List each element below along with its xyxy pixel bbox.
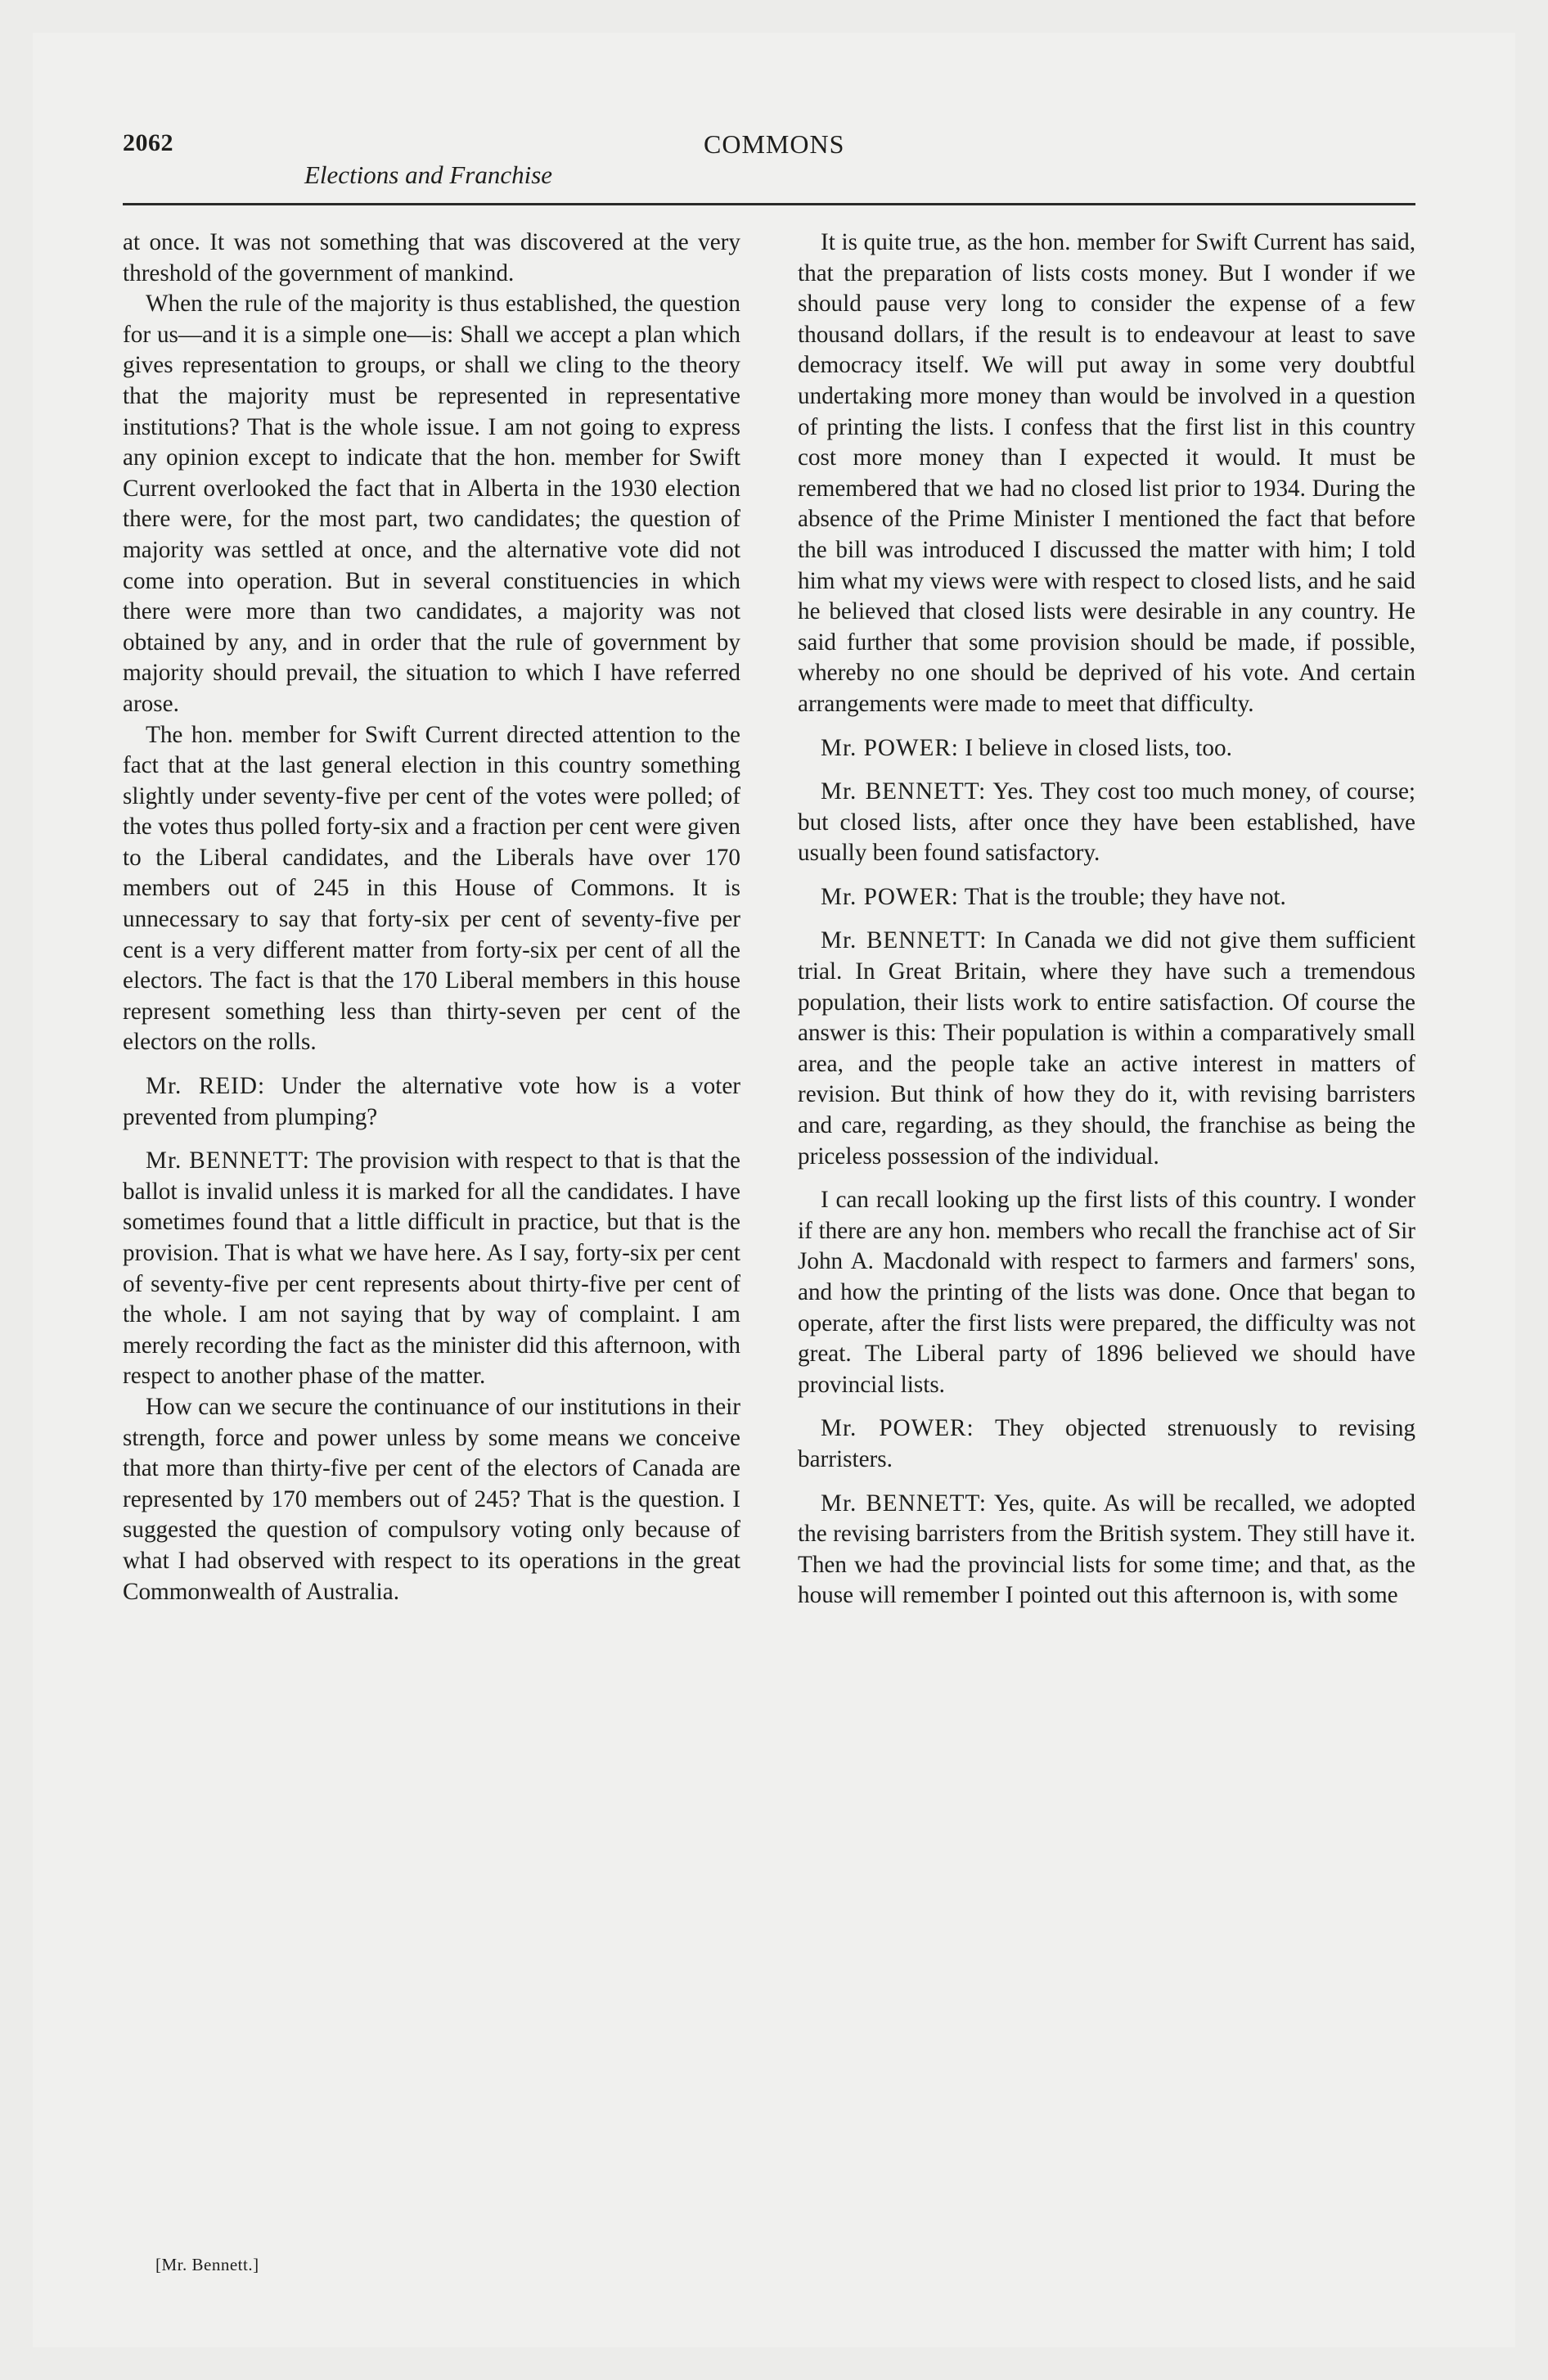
- page-header: [123, 123, 1415, 213]
- page-number: 2062: [123, 129, 173, 156]
- speech-bennett-4: [798, 1489, 1415, 1611]
- left-paragraph-1: at once. It was not something that was discovered at the very threshold of the government of mankind.: [123, 229, 740, 286]
- speech-power-2: [798, 882, 1415, 913]
- speaker-name: Mr. POWER:: [821, 1415, 974, 1442]
- speech-bennett-3: [798, 926, 1415, 1172]
- left-paragraph-4: How can we secure the continuance of our institutions in their strength, force and power unless by some means we conceive that more than thirty-five per cent of the electors of Canada are represented by 170 members out of 245? That is the question. I suggested the question of compulsory voting only because of what I had observed with respect to its operations in the great Commonwealth of Australia.: [123, 1393, 740, 1605]
- speaker-name: Mr. POWER:: [821, 883, 959, 910]
- speaker-name: Mr. BENNETT:: [821, 1490, 987, 1517]
- left-paragraph-3: The hon. member for Swift Current directed attention to the fact that at the last general election in this country something slightly under seventy-five per cent of the votes were polled; of the votes thus polled forty-six and a fraction per cent were given to the Liberal candidates, and the Liberals have over 170 members out of 245 in this House of Commons. It is unnecessary to say that forty-six per cent of seventy-five per cent is a very different matter from forty-six per cent of all the electors. The fact is that the 170 Liberal members in this house represent something less than thirty-seven per cent of the electors on the rolls.: [123, 721, 740, 1056]
- speech-bennett-1: [123, 1146, 740, 1392]
- speaker-name: Mr. BENNETT:: [821, 927, 988, 954]
- speech-power-3: [798, 1413, 1415, 1475]
- house-title: COMMONS: [704, 129, 845, 159]
- speech-power-1: [798, 733, 1415, 764]
- speaker-footnote: [Mr. Bennett.]: [155, 2255, 259, 2274]
- speech-bennett-2: [798, 777, 1415, 869]
- left-paragraph-2: When the rule of the majority is thus established, the question for us—and it is a simple one—is: Shall we accept a plan which gives representation to groups, or shall we cling to the theory that the majority must be represented in representative institutions? That is the whole issue. I am not going to express any opinion except to indicate that the hon. member for Swift Current overlooked the fact that in Alberta in the 1930 election there were, for the most part, two candidates; the question of majority was settled at once, and the alternative vote did not come into operation. But in several constituencies in which there were more than two candidates, a majority was not obtained by any, and in order that the rule of government by majority should prevail, the situation to which I have referred arose.: [123, 291, 740, 717]
- section-title: Elections and Franchise: [304, 160, 553, 189]
- speech-text: In Canada we did not give them sufficient trial. In Great Britain, where they have such a tremendous population, their lists work to entire satisfaction. Of course the answer is this: Their population is within a comparatively small area, and the people take an active interest in matters of revision. But think of how they do it, with revising barristers and care, regarding, as they should, the franchise as being the priceless possession of the individual.: [798, 927, 1416, 1170]
- header-rule: [123, 203, 1415, 205]
- speaker-name: Mr. POWER:: [821, 734, 959, 761]
- speech-text: They objected strenuously to revising barristers.: [798, 1415, 1416, 1472]
- right-column: [798, 228, 1415, 1611]
- speech-reid: [123, 1071, 740, 1133]
- speech-text: That is the trouble; they have not.: [964, 883, 1286, 910]
- speech-text: The provision with respect to that is that the ballot is invalid unless it is marked for all the candidates. I have sometimes found that a little difficult in practice, but that is the provision. That is what we have here. As I say, forty-six per cent of seventy-five per cent represents about thirty-five per cent of the whole. I am not saying that by way of complaint. I am merely recording the fact as the minister did this afternoon, with respect to another phase of the matter.: [123, 1147, 740, 1390]
- speech-text: Yes, quite. As will be recalled, we adopted the revising barristers from the British system. They still have it. Then we had the provincial lists for some time; and that, as the house will remember I pointed out this afternoon is, with some: [798, 1490, 1416, 1609]
- speech-text: Yes. They cost too much money, of course; but closed lists, after once they have been established, have usually been found satisfactory.: [798, 778, 1416, 867]
- speech-text: Under the alternative vote how is a voter prevented from plumping?: [123, 1073, 740, 1130]
- right-paragraph-2: I can recall looking up the first lists of this country. I wonder if there are any hon. members who recall the franchise act of Sir John A. Macdonald with respect to farmers and farmers' sons, and how the printing of the lists was done. Once that began to operate, after the first lists were prepared, the difficulty was not great. The Liberal party of 1896 believed we should have provincial lists.: [798, 1187, 1415, 1398]
- hansard-page: [123, 123, 1415, 2283]
- speaker-name: Mr. BENNETT:: [146, 1147, 310, 1174]
- speaker-name: Mr. BENNETT:: [821, 778, 987, 805]
- right-paragraph-1: It is quite true, as the hon. member for Swift Current has said, that the preparation of lists costs money. But I wonder if we should pause very long to consider the expense of a few thousand dollars, if the result is to endeavour at least to save democracy itself. We will put away in some very doubtful undertaking more money than would be involved in a question of printing the lists. I confess that the first list in this country cost more money than I expected it would. It must be remembered that we had no closed list prior to 1934. During the absence of the Prime Minister I mentioned the fact that before the bill was introduced I discussed the matter with him; I told him what my views were with respect to closed lists, and he said he believed that closed lists were desirable in any country. He said further that some provision should be made, if possible, whereby no one should be deprived of his vote. And certain arrangements were made to meet that difficulty.: [798, 229, 1415, 717]
- left-column: [123, 228, 740, 1607]
- speech-text: I believe in closed lists, too.: [965, 734, 1232, 761]
- speaker-name: Mr. REID:: [146, 1073, 266, 1100]
